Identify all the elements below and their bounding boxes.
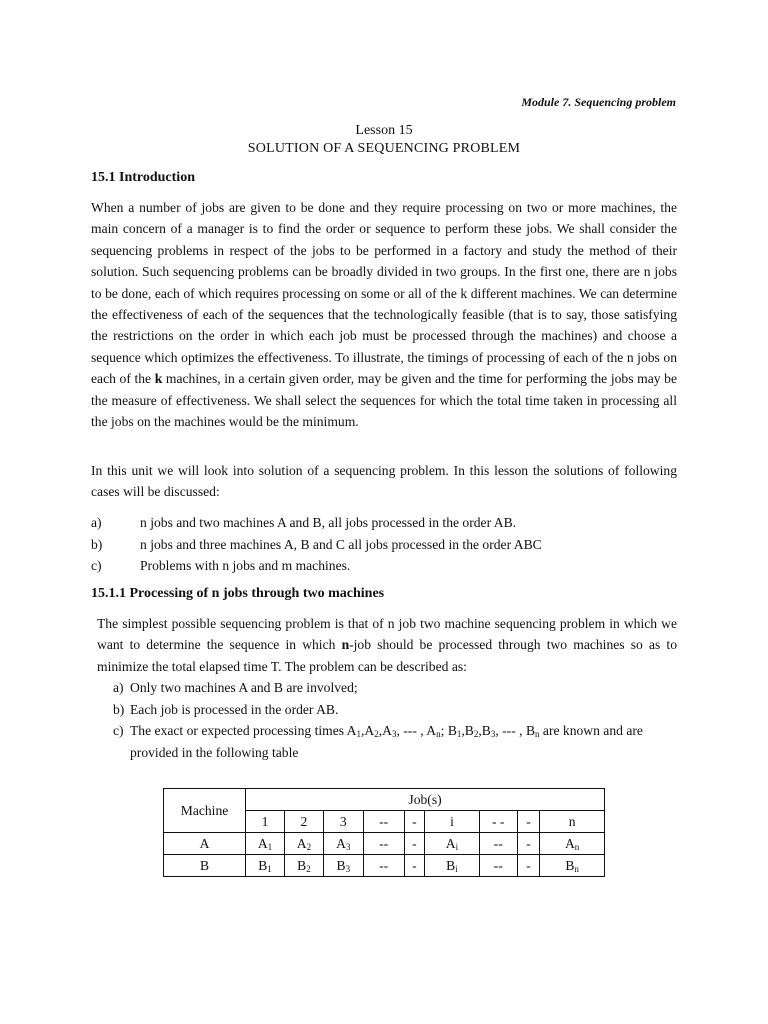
list-item-text <box>130 720 681 763</box>
time-cell <box>246 833 285 855</box>
job-col-header: 1 <box>246 811 285 833</box>
cell-value: - <box>526 857 531 873</box>
time-cell <box>284 855 323 877</box>
symbol: A <box>426 723 437 738</box>
cell-subscript: 1 <box>267 841 273 852</box>
time-cell <box>323 833 363 855</box>
table-row <box>164 855 605 877</box>
subsection-bold-n: n <box>341 637 350 653</box>
symbol: A <box>364 723 375 738</box>
section-heading-introduction: 15.1 Introduction <box>91 170 195 185</box>
cell-value: A <box>257 835 268 851</box>
subsection-text-part1: The simplest possible sequencing problem is that of n job two machine sequencing problem in which we want to determine the sequence in which <box>97 616 677 653</box>
table-header-row <box>164 789 605 811</box>
machine-cell: A <box>164 833 246 855</box>
cell-value: B <box>565 857 575 873</box>
list-item <box>91 512 681 534</box>
cell-subscript: 2 <box>306 841 312 852</box>
intro-paragraph-1 <box>91 197 677 432</box>
subscript: 3 <box>391 729 397 739</box>
intro-bold-k: k <box>154 371 163 387</box>
subscript: 1 <box>356 729 361 739</box>
symbol: B <box>525 723 536 738</box>
list-item-label: a) <box>91 515 102 530</box>
symbol: B <box>447 723 457 738</box>
subsection-heading: 15.1.1 Processing of n jobs through two machines <box>91 586 385 601</box>
module-header: Module 7. Sequencing problem <box>521 95 676 109</box>
subscript: n <box>436 729 441 739</box>
time-cell <box>479 833 517 855</box>
list-item-label: c) <box>113 723 124 738</box>
list-item-text: Only two machines A and B are involved; <box>130 680 358 695</box>
cell-value: B <box>446 857 456 873</box>
machine-column-header: Machine <box>164 789 246 833</box>
list-item-label: b) <box>113 701 125 717</box>
time-cell <box>363 855 404 877</box>
list-item-text: Problems with n jobs and m machines. <box>140 558 351 573</box>
symbol: A <box>382 723 392 738</box>
problem-assumptions-list <box>113 677 681 763</box>
text-fragment: ; <box>440 723 448 738</box>
cell-subscript: 2 <box>306 863 311 874</box>
cell-subscript: 3 <box>345 863 351 874</box>
subsection-paragraph <box>97 613 677 677</box>
cell-value: A <box>336 835 346 851</box>
list-item-label: b) <box>91 536 103 552</box>
cell-value: A <box>564 835 575 851</box>
cell-value: -- <box>493 835 503 851</box>
text-fragment: , <box>378 723 383 738</box>
machine-cell: B <box>164 855 246 877</box>
list-item <box>91 534 681 556</box>
text-fragment: , --- , <box>495 723 526 738</box>
cell-value: A <box>445 835 456 851</box>
list-item-label: c) <box>91 558 102 573</box>
cell-value: -- <box>493 857 503 873</box>
list-item-text: Each job is processed in the order AB. <box>130 701 339 717</box>
cell-subscript: i <box>455 841 459 852</box>
time-cell <box>404 833 425 855</box>
lesson-title: SOLUTION OF A SEQUENCING PROBLEM <box>247 141 521 156</box>
cell-value: -- <box>379 857 389 873</box>
list-item <box>113 720 681 763</box>
cell-value: - <box>412 857 417 873</box>
cell-value: B <box>336 857 346 873</box>
symbol: B <box>464 723 474 738</box>
cell-subscript: i <box>455 863 458 874</box>
text-fragment: , <box>478 723 482 738</box>
list-item-text: n jobs and three machines A, B and C all jobs processed in the order ABC <box>140 536 542 552</box>
time-cell <box>363 833 404 855</box>
time-cell <box>404 855 425 877</box>
subsection-text-part2: -job should be processed through two machines so as to minimize the total elapsed time T. The problem can be described as: <box>97 637 677 674</box>
text-fragment: , <box>361 723 365 738</box>
cell-value: B <box>297 857 307 873</box>
job-col-header: 2 <box>284 811 323 833</box>
text-fragment: , <box>461 723 465 738</box>
lesson-number: Lesson 15 <box>355 123 413 138</box>
intro-text-part2: machines, in a certain given order, may be given and the time for performing the jobs may be the measure of effectiveness. We shall select the sequences for which the total time taken in processing all the jobs on the machines would be the minimum. <box>91 371 677 430</box>
list-item-label: a) <box>113 680 124 695</box>
time-cell <box>323 855 363 877</box>
time-cell <box>479 855 517 877</box>
list-item <box>113 699 681 721</box>
job-col-header: - <box>517 811 540 833</box>
cases-list <box>91 512 681 577</box>
list-item <box>91 555 681 577</box>
cell-subscript: n <box>574 841 580 852</box>
subscript: 3 <box>490 729 496 739</box>
time-cell <box>425 833 479 855</box>
cell-subscript: n <box>574 863 579 874</box>
job-col-header: n <box>540 811 605 833</box>
jobs-column-header: Job(s) <box>246 789 605 811</box>
job-col-header: - <box>404 811 425 833</box>
text-fragment: , --- , <box>396 723 427 738</box>
subscript: 2 <box>473 729 479 739</box>
cell-value: B <box>258 857 268 873</box>
subscript: n <box>535 729 540 739</box>
time-cell <box>425 855 479 877</box>
time-cell <box>246 855 285 877</box>
list-item-text: n jobs and two machines A and B, all jobs processed in the order AB. <box>140 515 517 530</box>
table-row <box>164 833 605 855</box>
cell-subscript: 1 <box>267 863 272 874</box>
job-col-header: -- <box>363 811 404 833</box>
cell-value: - <box>412 835 417 851</box>
time-cell <box>284 833 323 855</box>
intro-paragraph-2: In this unit we will look into solution of a sequencing problem. In this lesson the solutions of following cases will be discussed: <box>91 463 677 500</box>
cell-subscript: 3 <box>345 841 351 852</box>
time-cell <box>540 833 605 855</box>
processing-times-table <box>163 788 605 877</box>
job-col-header: i <box>425 811 479 833</box>
list-item <box>113 677 681 699</box>
symbol: B <box>481 723 491 738</box>
time-cell <box>517 833 540 855</box>
text-fragment: The exact or expected processing times <box>130 723 347 738</box>
cell-value: A <box>296 835 307 851</box>
time-cell <box>517 855 540 877</box>
subscript: 2 <box>374 729 379 739</box>
intro-text-part1: When a number of jobs are given to be done and they require processing on two or more machines, the main concern of a manager is to find the order or sequence to perform these jobs. We shall consider the sequencing problems in respect of the jobs to be performed in a factory and study the method of their solution. Such sequencing problems can be broadly divided in two groups. In the first one, there are n jobs to be done, each of which requires processing on some or all of the k different machines. We can determine the effectiveness of each of the sequences that the technologically feasible (that is to say, those satisfying the restrictions on the order in which each job must be processed through the machines) and choose a sequence which optimizes the effectiveness. To illustrate, the timings of processing of each of the n jobs on each of the <box>91 200 677 387</box>
job-col-header: 3 <box>323 811 363 833</box>
cell-value: -- <box>379 835 389 851</box>
symbol: A <box>346 723 357 738</box>
subscript: 1 <box>456 729 462 739</box>
time-cell <box>540 855 605 877</box>
text-fragment: are known and are provided in the following table <box>130 723 643 760</box>
cell-value: - <box>526 835 531 851</box>
job-col-header: - - <box>479 811 517 833</box>
